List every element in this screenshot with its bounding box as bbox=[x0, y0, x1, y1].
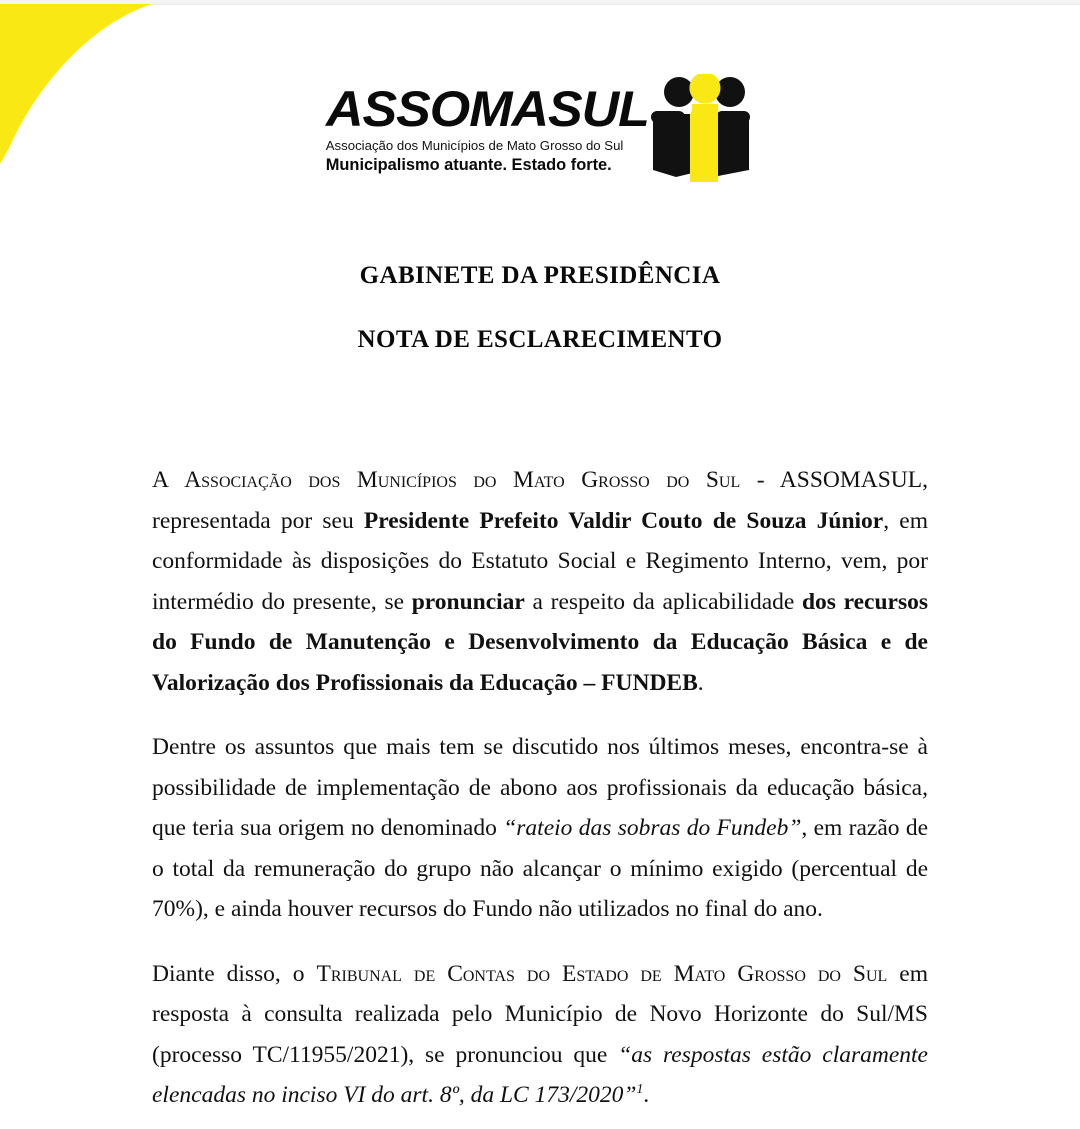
p3-middle: em resposta à consulta realizada pelo Município de Novo Horizonte do Sul/MS (processo TC/11955/2021), se pronunciou que bbox=[152, 960, 928, 1068]
assomasul-logo bbox=[0, 72, 1080, 182]
p1-middle: , em conformidade às disposições do Estatuto Social e Regimento Interno, vem, por intermédio do presente, se bbox=[152, 507, 928, 615]
p1-after-entity: , representada por seu bbox=[152, 467, 928, 534]
p1-lead: A bbox=[152, 467, 185, 493]
page-top-edge-strip bbox=[0, 0, 1080, 5]
logo-subtitle: Associação dos Municípios de Mato Grosso do Sul bbox=[325, 137, 624, 153]
p2-quote-italic: “rateio das sobras do Fundeb” bbox=[503, 815, 802, 841]
three-people-icon bbox=[648, 74, 754, 182]
p3-end: . bbox=[643, 1082, 650, 1108]
paragraph-2 bbox=[152, 727, 928, 930]
p1-after-pronunciar: a respeito da aplicabilidade bbox=[524, 588, 802, 615]
document-body bbox=[152, 460, 928, 1116]
p3-court-smallcaps: Tribunal de Contas do Estado de Mato Grosso do Sul bbox=[316, 960, 888, 987]
paragraph-3 bbox=[152, 954, 928, 1116]
p3-start: Diante disso, o bbox=[152, 960, 317, 987]
p1-pronunciar-bold: pronunciar bbox=[411, 588, 525, 615]
document-headings bbox=[0, 262, 1080, 354]
paragraph-1 bbox=[152, 460, 928, 703]
logo-wordmark: ASSOMASUL bbox=[325, 81, 649, 137]
p1-tail: . bbox=[697, 669, 704, 696]
p1-president-bold: Presidente Prefeito Valdir Couto de Souza Júnior bbox=[363, 507, 884, 534]
p1-entity-smallcaps: Associação dos Municípios do Mato Grosso do Sul - ASSOMASUL bbox=[184, 467, 923, 493]
p2-end: , em razão de o total da remuneração do grupo não alcançar o mínimo exigido (percentual de 70%), e ainda houver recursos do Fundo não utilizados no final do ano. bbox=[152, 815, 929, 922]
p2-start: Dentre os assuntos que mais tem se discutido nos últimos meses, encontra-se à possibilidade de implementação de abono aos profissionais da educação básica, que teria sua origem no denominado bbox=[152, 734, 928, 841]
p1-fundeb-bold: dos recursos do Fundo de Manutenção e Desenvolvimento da Educação Básica e de Valorização dos Profissionais da Educação – FUNDEB bbox=[152, 588, 928, 696]
logo-text-block bbox=[325, 72, 649, 176]
page-title: NOTA DE ESCLARECIMENTO bbox=[357, 326, 723, 353]
p3-quote-italic: “as respostas estão claramente elencadas no inciso VI do art. 8º, da LC 173/2020” bbox=[152, 1041, 928, 1108]
footnote-marker[interactable]: 1 bbox=[636, 1081, 644, 1097]
logo-tagline: Municipalismo atuante. Estado forte. bbox=[325, 156, 612, 174]
heading-gabinete: GABINETE DA PRESIDÊNCIA bbox=[359, 262, 721, 289]
